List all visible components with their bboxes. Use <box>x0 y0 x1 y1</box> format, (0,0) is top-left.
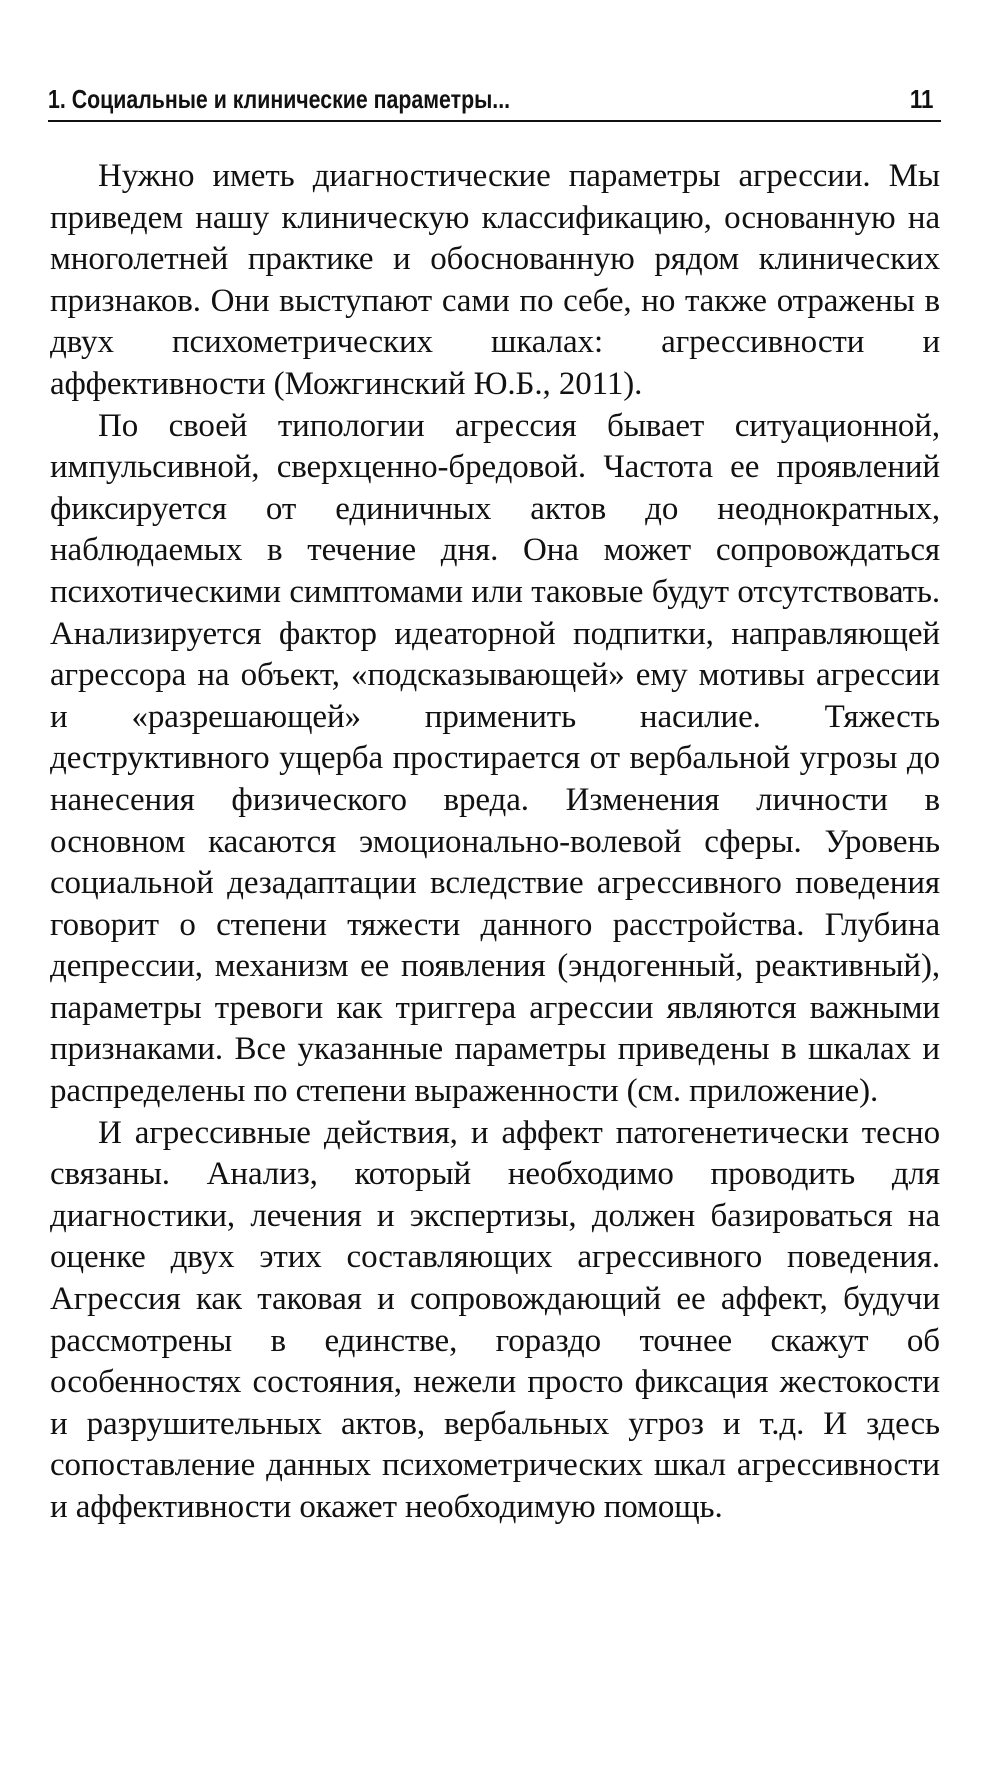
running-header <box>48 82 941 122</box>
body-text <box>50 156 940 1529</box>
paragraph-1: Нужно иметь диагностические параметры агрессии. Мы приведем нашу клиническую классификацию, основанную на многолетней практике и обоснованную рядом клинических признаков. Они выступают сами по себе, но также отражены в двух психометрических шкалах: агрессивности и аффективности (Можгинский Ю.Б., 2011). <box>50 158 940 402</box>
paragraph-2: По своей типологии агрессия бывает ситуационной, импульсивной, сверхценно-бредовой. Частота ее проявлений фиксируется от единичных актов до неоднократных, наблюдаемых в течение дня. Она может сопровождаться психотическими симптомами или таковые будут отсутствовать. Анализируется фактор идеаторной подпитки, направляющей агрессора на объект, «подсказывающей» ему мотивы агрессии и «разрешающей» применить насилие. Тяжесть деструктивного ущерба простирается от вербальной угрозы до нанесения физического вреда. Изменения личности в основном касаются эмоционально-волевой сферы. Уровень социальной дезадаптации вследствие агрессивного поведения говорит о степени тяжести данного расстройства. Глубина депрессии, механизм ее появления (эндогенный, реактивный), параметры тревоги как триггера агрессии являются важными признаками. Все указанные параметры приведены в шкалах и распределены по степени выраженности (см. приложение). <box>50 407 940 1110</box>
paragraph-3: И агрессивные действия, и аффект патогенетически тесно связаны. Анализ, который необходимо проводить для диагностики, лечения и экспертизы, должен базироваться на оценке двух этих составляющих агрессивного поведения. Агрессия как таковая и сопровождающий ее аффект, будучи рассмотрены в единстве, гораздо точнее скажут об особенностях состояния, нежели просто фиксация жестокости и разрушительных актов, вербальных угроз и т.д. И здесь сопоставление данных психометрических шкал агрессивности и аффективности окажет необходимую помощь. <box>50 1114 940 1525</box>
page-number: 11 <box>909 84 933 114</box>
chapter-title: 1. Социальные и клинические параметры... <box>48 84 511 114</box>
